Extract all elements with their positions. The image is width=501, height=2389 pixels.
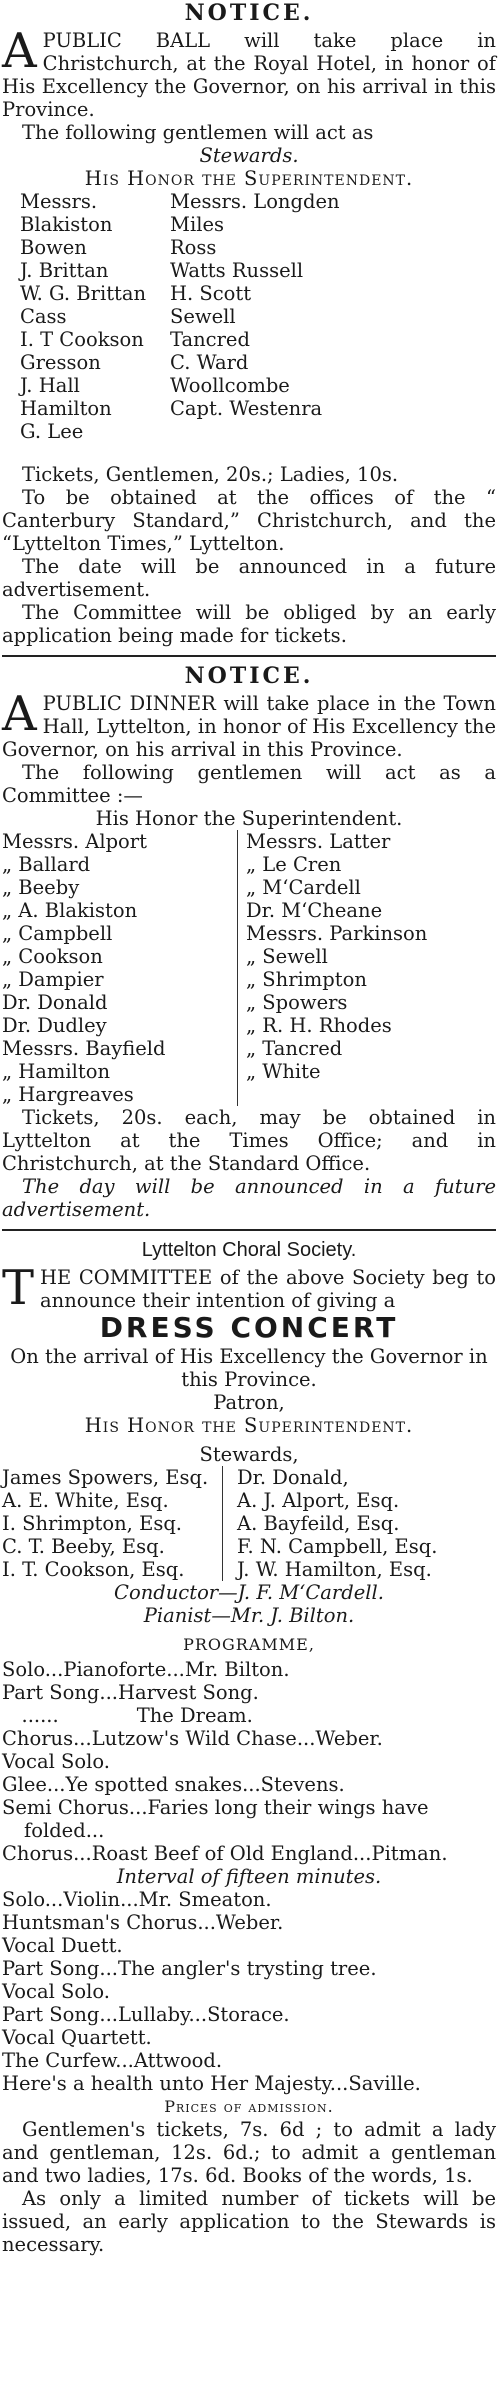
committee-name: Messrs. Latter xyxy=(246,830,391,853)
ball-stewards-col2 xyxy=(170,190,496,443)
committee-name: „ Cookson xyxy=(2,945,103,968)
committee-name: „ M‘Cardell xyxy=(246,876,361,899)
pianist: Pianist—Mr. J. Bilton. xyxy=(143,1604,355,1627)
programme-item: Vocal Solo. xyxy=(2,1980,110,2003)
programme-item: Huntsman's Chorus...Weber. xyxy=(2,1911,284,1934)
committee-name: „ Tancred xyxy=(246,1037,343,1060)
steward-name: Capt. Westenra xyxy=(170,397,323,420)
conductor: Conductor—J. F. M‘Cardell. xyxy=(114,1581,384,1604)
steward-name: Cass xyxy=(20,305,67,328)
committee-name: „ Spowers xyxy=(246,991,348,1014)
steward-name: Miles xyxy=(170,213,224,236)
concert-intro-text: HE COMMITTEE of the above Society beg to announce their intention of giving a xyxy=(40,1266,496,1312)
dinner-day: The day will be announced in a future advertisement. xyxy=(2,1175,496,1221)
steward-name: James Spowers, Esq. xyxy=(2,1466,209,1489)
programme-item: Part Song...The angler's trysting tree. xyxy=(2,1957,377,1980)
steward-name: Dr. Donald, xyxy=(237,1466,349,1489)
dinner-committee-right xyxy=(238,830,496,1106)
newspaper-column xyxy=(2,0,496,2256)
committee-name: „ Hamilton xyxy=(2,1060,111,1083)
committee-name: „ Beeby xyxy=(2,876,80,899)
programme-item: Glee...Ye spotted snakes...Stevens. xyxy=(2,1773,345,1796)
steward-name: Sewell xyxy=(170,305,236,328)
programme-part2 xyxy=(2,1888,496,2095)
steward-name: C. T. Beeby, Esq. xyxy=(2,1535,165,1558)
prices: Gentlemen's tickets, 7s. 6d ; to admit a lady and gentleman, 12s. 6d.; to admit a gentleman and two ladies, 17s. 6d. Books of the words, 1s. xyxy=(2,2118,496,2187)
steward-name: I. T. Cookson, Esq. xyxy=(2,1558,185,1581)
steward-name: J. W. Hamilton, Esq. xyxy=(237,1558,432,1581)
programme-item: Chorus...Lutzow's Wild Chase...Weber. xyxy=(2,1727,383,1750)
steward-name: W. G. Brittan xyxy=(20,282,147,305)
programme-item: Vocal Quartett. xyxy=(2,2026,152,2049)
limited-notice: As only a limited number of tickets will be issued, an early application to the Stewards is necessary. xyxy=(2,2187,496,2256)
dinner-committee-left xyxy=(2,830,238,1106)
patron-label: Patron, xyxy=(213,1391,285,1414)
divider xyxy=(2,655,496,657)
steward-name: F. N. Campbell, Esq. xyxy=(237,1535,438,1558)
ball-intro-text: PUBLIC BALL will take place in Christchurch, at the Royal Hotel, in honor of His Excellency the Governor, on his arrival in this Province. xyxy=(2,29,496,121)
programme-item: Vocal Solo. xyxy=(2,1750,110,1773)
steward-name: I. T Cookson xyxy=(20,328,144,351)
ball-dropcap: A xyxy=(2,23,37,79)
ball-obtained: To be obtained at the offices of the “ Canterbury Standard,” Christchurch, and the “Lyttelton Times,” Lyttelton. xyxy=(2,486,496,555)
concert-dropcap: T xyxy=(2,1260,35,1316)
committee-name: „ Campbell xyxy=(2,922,113,945)
dinner-intro-text: PUBLIC DINNER will take place in the Town Hall, Lyttelton, in honor of His Excellency the Governor, on his arrival in this Province. xyxy=(2,692,496,761)
patron-name: His Honor the Superintendent. xyxy=(84,1414,414,1437)
prices-label: Prices of admission. xyxy=(164,2097,334,2116)
programme-item: Chorus...Roast Beef of Old England...Pitman. xyxy=(2,1842,448,1865)
steward-name: A. J. Alport, Esq. xyxy=(237,1489,400,1512)
steward-name: Messrs. Longden xyxy=(170,190,340,213)
committee-name: Messrs. Parkinson xyxy=(246,922,428,945)
steward-name: Bowen xyxy=(20,236,87,259)
committee-name: Dr. Dudley xyxy=(2,1014,107,1037)
dinner-tickets: Tickets, 20s. each, may be obtained in Lyttelton at the Times Office; and in Christchurch, at the Standard Office. xyxy=(2,1106,496,1175)
dinner-dropcap: A xyxy=(2,686,37,742)
steward-name: A. Bayfeild, Esq. xyxy=(237,1512,400,1535)
programme-item: Part Song...Lullaby...Storace. xyxy=(2,2003,290,2026)
dinner-intro xyxy=(2,686,496,761)
dinner-notice-title: NOTICE. xyxy=(184,663,314,689)
concert-stewards-list xyxy=(2,1466,496,1581)
committee-name: „ Hargreaves xyxy=(2,1083,134,1106)
committee-name: Messrs. Bayfield xyxy=(2,1037,166,1060)
steward-name: J. Brittan xyxy=(20,259,109,282)
committee-name: Messrs. Alport xyxy=(2,830,147,853)
ball-notice-title: NOTICE. xyxy=(184,0,314,26)
committee-name: „ White xyxy=(246,1060,321,1083)
dinner-committee-list xyxy=(2,830,496,1106)
concert-intro xyxy=(2,1260,496,1316)
ball-committee: The Committee will be obliged by an early application being made for tickets. xyxy=(2,601,496,647)
programme-item: ...... The Dream. xyxy=(2,1704,253,1727)
stewards-label: Stewards, xyxy=(199,1443,299,1466)
committee-name: „ Ballard xyxy=(2,853,91,876)
ball-stewards-list xyxy=(2,190,496,443)
programme-item: Solo...Violin...Mr. Smeaton. xyxy=(2,1888,272,1911)
steward-name: G. Lee xyxy=(20,420,84,443)
steward-name: H. Scott xyxy=(170,282,252,305)
dinner-following: The following gentlemen will act as a Committee :— xyxy=(2,761,496,807)
society-name: Lyttelton Choral Society. xyxy=(141,1239,357,1261)
programme-item: Semi Chorus...Faries long their wings have folded... xyxy=(2,1796,429,1842)
steward-name: Tancred xyxy=(170,328,250,351)
programme-item: The Curfew...Attwood. xyxy=(2,2049,223,2072)
dress-concert-heading: DRESS CONCERT xyxy=(99,1311,399,1344)
concert-stewards-left xyxy=(2,1466,223,1581)
steward-name: Hamilton xyxy=(20,397,112,420)
interval: Interval of fifteen minutes. xyxy=(116,1865,382,1888)
steward-name: C. Ward xyxy=(170,351,249,374)
concert-notice xyxy=(2,1239,496,2256)
ball-stewards-label: Stewards. xyxy=(199,144,299,167)
divider xyxy=(2,1229,496,1231)
ball-stewards-col1 xyxy=(2,190,170,443)
committee-name: „ Sewell xyxy=(246,945,328,968)
committee-name: „ Le Cren xyxy=(246,853,342,876)
steward-name: Messrs. Blakiston xyxy=(20,190,113,236)
ball-date: The date will be announced in a future advertisement. xyxy=(2,555,496,601)
steward-name: A. E. White, Esq. xyxy=(2,1489,169,1512)
dinner-notice xyxy=(2,665,496,1221)
committee-name: Dr. M‘Cheane xyxy=(246,899,383,922)
ball-tickets: Tickets, Gentlemen, 20s.; Ladies, 10s. xyxy=(22,463,399,486)
ball-following: The following gentlemen will act as xyxy=(22,121,374,144)
steward-name: Ross xyxy=(170,236,217,259)
programme-item: Solo...Pianoforte...Mr. Bilton. xyxy=(2,1658,290,1681)
steward-name: Watts Russell xyxy=(170,259,304,282)
committee-name: „ Dampier xyxy=(2,968,104,991)
ball-notice xyxy=(2,2,496,647)
committee-name: „ Shrimpton xyxy=(246,968,367,991)
programme-item: Vocal Duett. xyxy=(2,1934,123,1957)
programme-part1 xyxy=(2,1658,496,1865)
ball-honor: His Honor the Superintendent. xyxy=(84,167,414,190)
steward-name: Gresson xyxy=(20,351,101,374)
committee-name: „ A. Blakiston xyxy=(2,899,138,922)
programme-item: Part Song...Harvest Song. xyxy=(2,1681,259,1704)
committee-name: „ R. H. Rhodes xyxy=(246,1014,392,1037)
steward-name: I. Shrimpton, Esq. xyxy=(2,1512,183,1535)
dinner-honor: His Honor the Superintendent. xyxy=(95,807,403,830)
concert-stewards-right xyxy=(223,1466,496,1581)
programme-label: PROGRAMME, xyxy=(183,1635,315,1654)
steward-name: J. Hall xyxy=(20,374,80,397)
programme-item: Here's a health unto Her Majesty...Saville. xyxy=(2,2072,421,2095)
concert-arrival: On the arrival of His Excellency the Governor in this Province. xyxy=(10,1345,488,1391)
committee-name: Dr. Donald xyxy=(2,991,108,1014)
ball-intro xyxy=(2,23,496,121)
steward-name: Woollcombe xyxy=(170,374,290,397)
